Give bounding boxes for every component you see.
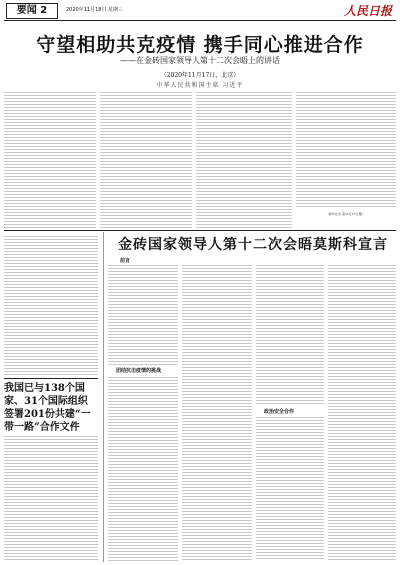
manifesto-column-1 bbox=[108, 265, 178, 561]
speech-column-1 bbox=[4, 92, 96, 230]
dateline: 2020年11月18日 星期三 bbox=[66, 7, 124, 13]
manifesto-intro-label: 前言 bbox=[120, 258, 131, 264]
manifesto-column-2 bbox=[182, 265, 252, 561]
headline-date: （2020年11月17日，北京） bbox=[160, 72, 240, 79]
text-block bbox=[328, 265, 396, 561]
masthead bbox=[0, 0, 400, 20]
text-block bbox=[196, 92, 292, 230]
text-block bbox=[4, 92, 96, 230]
text-block bbox=[4, 436, 98, 561]
text-block bbox=[256, 417, 324, 561]
text-block bbox=[296, 92, 396, 207]
speech-column-3 bbox=[196, 92, 292, 230]
left-column-lower bbox=[4, 236, 98, 376]
newspaper-logo: 人民日报 bbox=[343, 4, 392, 18]
manifesto-column-4 bbox=[328, 265, 396, 561]
text-block bbox=[182, 265, 252, 561]
masthead-rule bbox=[4, 20, 396, 21]
side-box-body bbox=[4, 436, 98, 561]
section-rule bbox=[4, 230, 396, 231]
manifesto-section-2: 政治安全合作 bbox=[264, 409, 295, 415]
text-block bbox=[108, 377, 178, 561]
headline-subtitle: ——在金砖国家领导人第十二次会晤上的讲话 bbox=[120, 56, 280, 65]
section-label: 要闻 2 bbox=[6, 3, 58, 19]
column-divider bbox=[103, 232, 104, 562]
speech-column-2 bbox=[100, 92, 192, 230]
byline: 中华人民共和国主席 习近平 bbox=[156, 82, 244, 89]
text-block bbox=[256, 265, 324, 405]
box-rule bbox=[4, 378, 98, 379]
manifesto-section-1: 团结抗击疫情的挑战 bbox=[116, 368, 162, 374]
text-block bbox=[100, 92, 192, 230]
manifesto-title: 金砖国家领导人第十二次会晤莫斯科宣言 bbox=[118, 237, 388, 253]
text-block bbox=[108, 265, 178, 365]
main-headline: 守望相助共克疫情 携手同心推进合作 bbox=[36, 34, 364, 56]
speech-column-4 bbox=[296, 92, 396, 220]
side-box-headline: 我国已与138个国家、31个国际组织签署201份共建“一带一路”合作文件 bbox=[4, 383, 91, 433]
photo-caption: （新华社发 第11月17日摄） bbox=[326, 212, 365, 216]
text-block bbox=[4, 236, 98, 376]
